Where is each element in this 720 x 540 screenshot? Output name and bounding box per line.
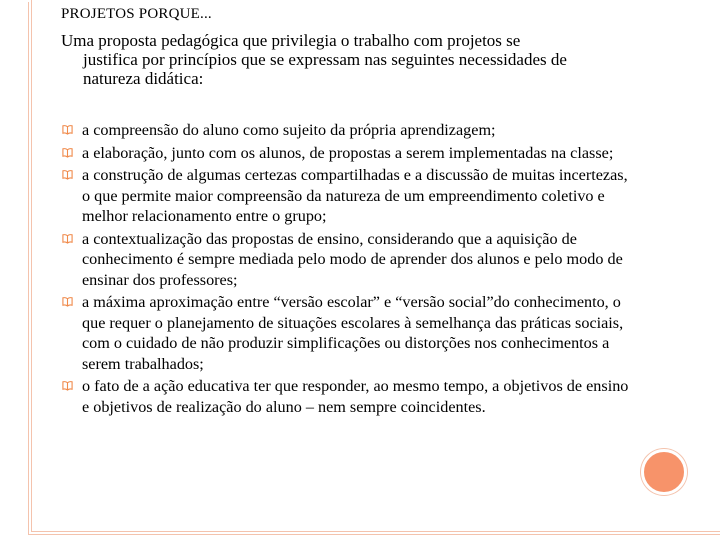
open-book-icon (62, 380, 73, 391)
list-item (62, 376, 632, 417)
list-item (62, 120, 632, 141)
bullet-text: a compreensão do aluno como sujeito da própria aprendizagem; (82, 121, 496, 139)
decorative-circle (641, 449, 687, 495)
bullet-text: a elaboração, junto com os alunos, de propostas a serem implementadas na classe; (82, 143, 614, 162)
bullet-text: a máxima aproximação entre “versão escolar” e “versão social”do conhecimento, o que requer o planejamento de situações escolares à semelhança das práticas sociais, com o cuidado de não produzir simplificações ou distorções nos conhecimentos a serem trabalhados; (82, 293, 624, 373)
open-book-icon (62, 296, 73, 307)
bullet-list (62, 120, 632, 419)
intro-first-line: Uma proposta pedagógica que privilegia o trabalho com projetos se (61, 31, 521, 50)
bullet-text: a construção de algumas certezas compartilhadas e a discussão de muitas incertezas, o que permite maior compreensão da natureza de um empreendimento coletivo e melhor relacionamento entre o grupo; (82, 166, 628, 225)
bullet-text: a contextualização das propostas de ensino, considerando que a aquisição de conhecimento é sempre mediada pelo modo de aprender dos alunos e pelo modo de ensinar dos professores; (82, 229, 623, 289)
slide-title: PROJETOS PORQUE... (61, 6, 212, 22)
list-item (62, 143, 632, 164)
list-item (62, 229, 632, 291)
open-book-icon (62, 233, 73, 244)
list-item (62, 292, 632, 374)
list-item (62, 165, 632, 227)
open-book-icon (62, 147, 73, 158)
open-book-icon (62, 169, 73, 180)
intro-continuation: justifica por princípios que se expressam nas seguintes necessidades de natureza didática: (83, 50, 567, 88)
open-book-icon (62, 124, 73, 135)
intro-paragraph (61, 31, 621, 88)
bullet-text: o fato de a ação educativa ter que responder, ao mesmo tempo, a objetivos de ensino e objetivos de realização do aluno – nem sempre coincidentes. (82, 377, 629, 416)
